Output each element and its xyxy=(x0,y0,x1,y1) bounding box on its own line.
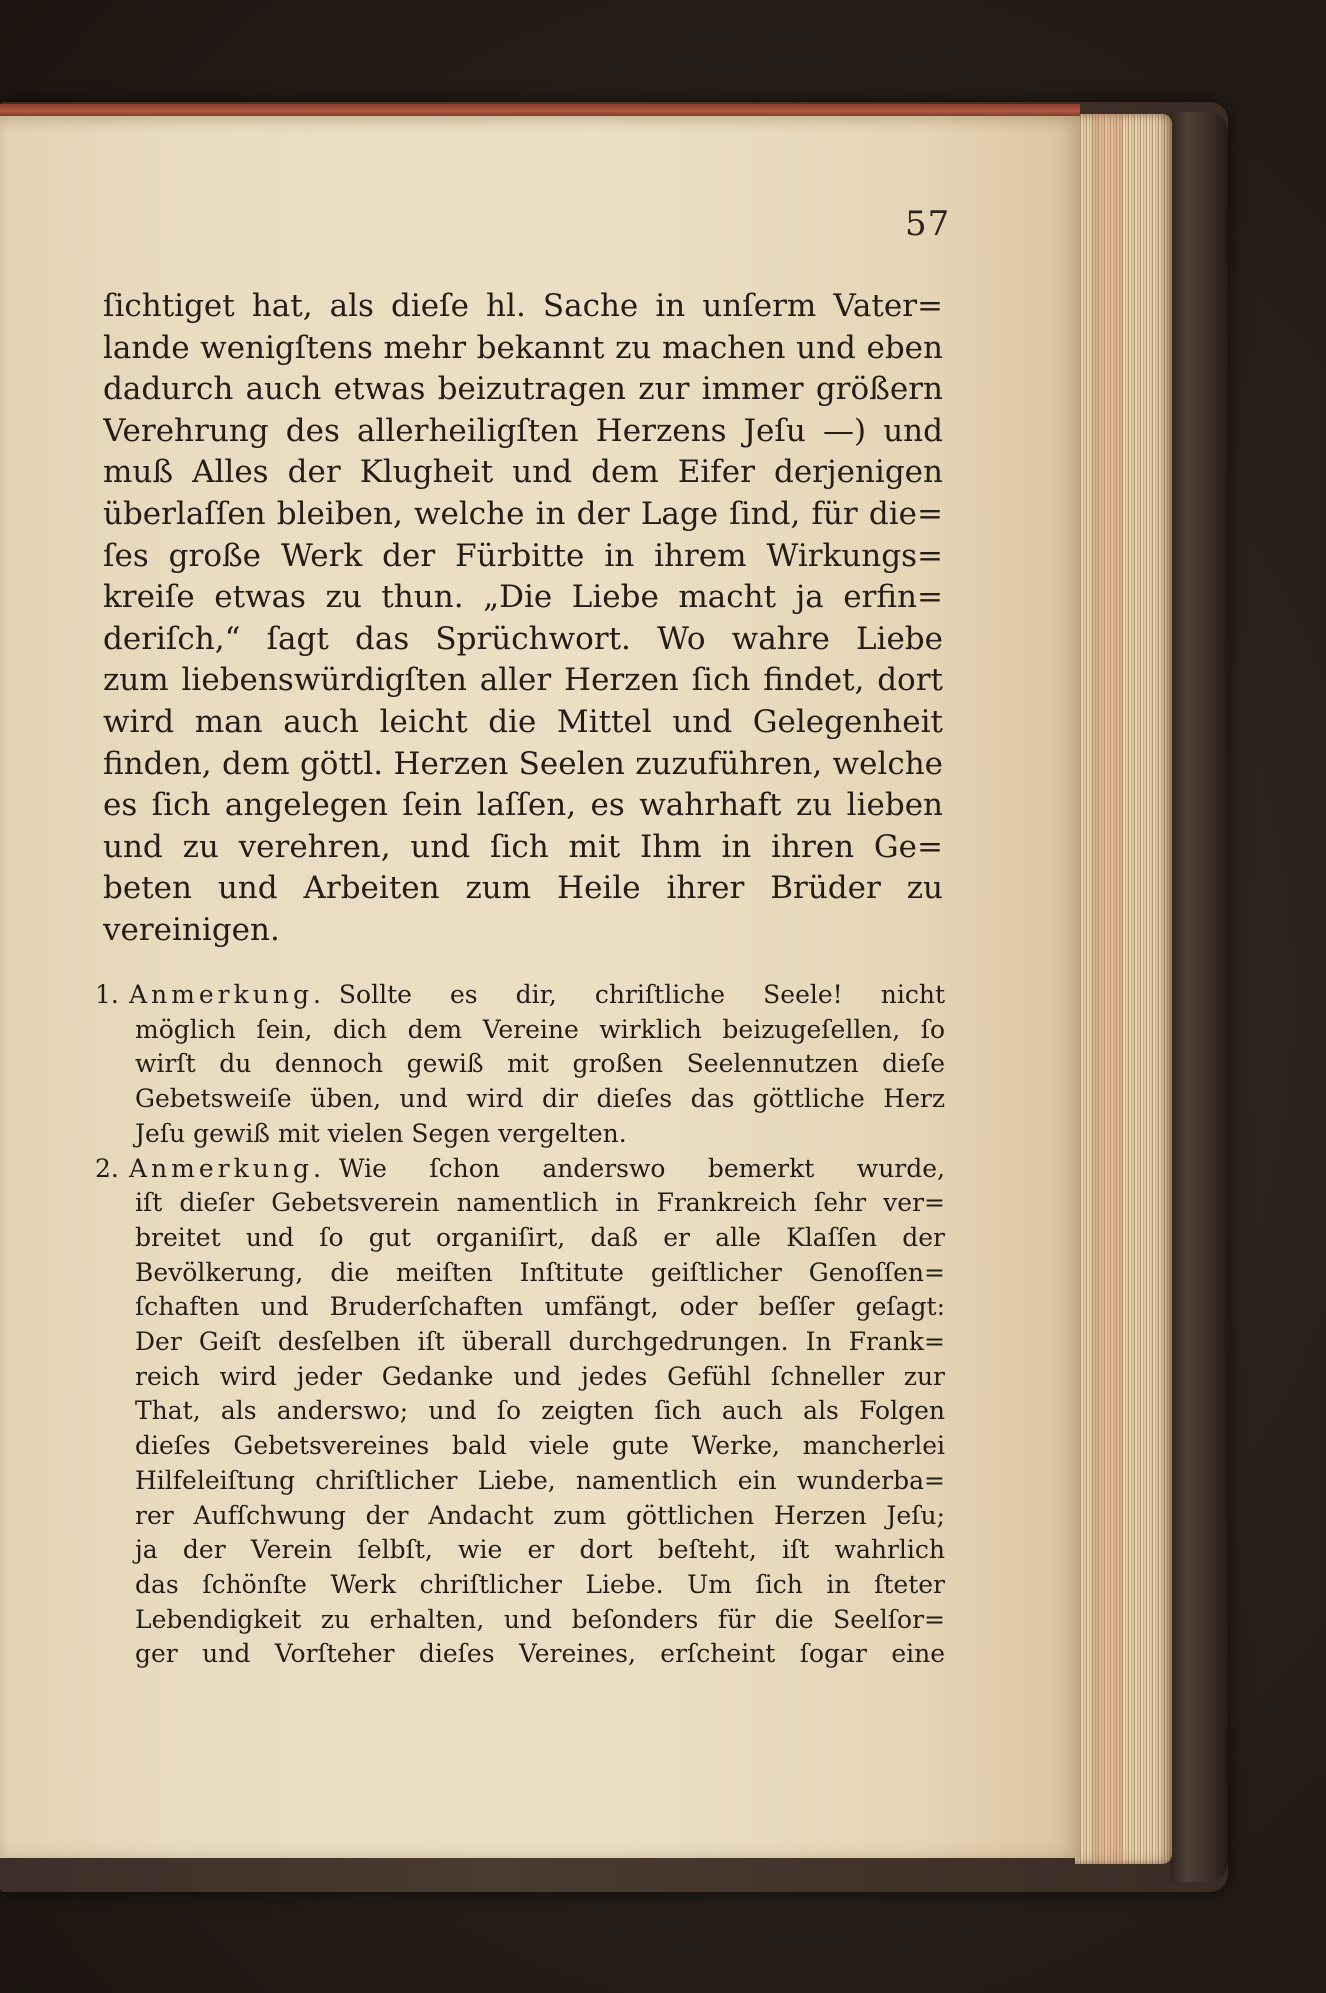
note-line: ger und Vorſteher dieſes Vereines, erſcheint ſogar eine xyxy=(135,1639,945,1669)
body-line: Verehrung des allerheiligſten Herzens Jeſu —) und xyxy=(103,412,943,449)
note-1-first-line xyxy=(95,978,945,1013)
body-line: muß Alles der Klugheit und dem Eifer derjenigen xyxy=(103,454,943,491)
note-2-first-line xyxy=(95,1152,945,1187)
body-line: deriſch,“ ſagt das Sprüchwort. Wo wahre Liebe xyxy=(103,620,943,657)
body-line: finden, dem göttl. Herzen Seelen zuzuführen, welche xyxy=(103,745,943,782)
body-line: kreiſe etwas zu thun. „Die Liebe macht ja erfin= xyxy=(103,579,943,616)
body-line: ſichtiget hat, als dieſe hl. Sache in unſerm Vater= xyxy=(103,288,943,324)
note-line: Hilfeleiſtung chriſtlicher Liebe, namentlich ein wunderba= xyxy=(135,1465,945,1495)
body-line: und zu verehren, und ſich mit Ihm in ihren Ge= xyxy=(103,828,943,865)
body-line: lande wenigſtens mehr bekannt zu machen und eben xyxy=(103,329,943,366)
note-2-first-text: Wie ſchon anderswo bemerkt wurde, xyxy=(338,1153,945,1183)
note-line: breitet und ſo gut organiſirt, daß er alle Klaſſen der xyxy=(135,1222,945,1252)
note-line: ja der Verein ſelbſt, wie er dort beſteht, iſt wahrlich xyxy=(135,1535,945,1565)
note-line: Jeſu gewiß mit vielen Segen vergelten. xyxy=(135,1118,627,1148)
body-line: ſes große Werk der Fürbitte in ihrem Wirkungs= xyxy=(103,537,943,574)
note-line: Der Geiſt desſelben iſt überall durchgedrungen. In Frank= xyxy=(135,1327,945,1357)
body-line: vereinigen. xyxy=(103,911,280,948)
note-line: dieſes Gebetsvereines bald viele gute Werke, mancherlei xyxy=(135,1431,945,1461)
body-line: überlaſſen bleiben, welche in der Lage ſind, für die= xyxy=(103,495,943,532)
note-line: ſchaften und Bruderſchaften umfängt, oder beſſer geſagt: xyxy=(135,1292,945,1322)
note-1-first-text: Sollte es dir, chriſtliche Seele! nicht xyxy=(338,980,945,1009)
note-2-number: 2. xyxy=(95,1153,119,1183)
note-line: iſt dieſer Gebetsverein namentlich in Frankreich ſehr ver= xyxy=(135,1188,945,1218)
note-line: Bevölkerung, die meiſten Inſtitute geiſtlicher Genoſſen= xyxy=(135,1257,945,1287)
body-line: es ſich angelegen ſein laſſen, es wahrhaft zu lieben xyxy=(103,787,943,824)
note-line: rer Aufſchwung der Andacht zum göttlichen Herzen Jeſu; xyxy=(135,1500,945,1530)
note-line: That, als anderswo; und ſo zeigten ſich auch als Folgen xyxy=(135,1396,945,1426)
footnotes xyxy=(95,978,945,1672)
note-1-heading: Anmerkung. xyxy=(129,980,325,1009)
body-line: beten und Arbeiten zum Heile ihrer Brüder zu xyxy=(103,870,943,907)
note-2-heading: Anmerkung. xyxy=(129,1153,325,1183)
page-edges xyxy=(1075,114,1172,1864)
body-line: dadurch auch etwas beizutragen zur immer größern xyxy=(103,371,943,408)
body-line: wird man auch leicht die Mittel und Gelegenheit xyxy=(103,703,943,740)
note-line: wirſt du dennoch gewiß mit großen Seelennutzen dieſe xyxy=(135,1049,945,1079)
body-text xyxy=(103,286,943,952)
note-line: Lebendigkeit zu erhalten, und beſonders für die Seelſor= xyxy=(135,1604,945,1634)
note-line: möglich ſein, dich dem Vereine wirklich beizugeſellen, ſo xyxy=(135,1014,945,1044)
note-line: das ſchönſte Werk chriſtlicher Liebe. Um ſich in ſteter xyxy=(135,1569,945,1599)
note-1-number: 1. xyxy=(95,980,119,1009)
note-line: Gebetsweiſe üben, und wird dir dieſes das göttliche Herz xyxy=(135,1084,945,1114)
note-line: reich wird jeder Gedanke und jedes Gefühl ſchneller zur xyxy=(135,1361,945,1391)
body-line: zum liebenswürdigſten aller Herzen ſich findet, dort xyxy=(103,662,943,699)
page-number: 57 xyxy=(905,204,951,244)
book-spine-edge xyxy=(1170,112,1228,1882)
